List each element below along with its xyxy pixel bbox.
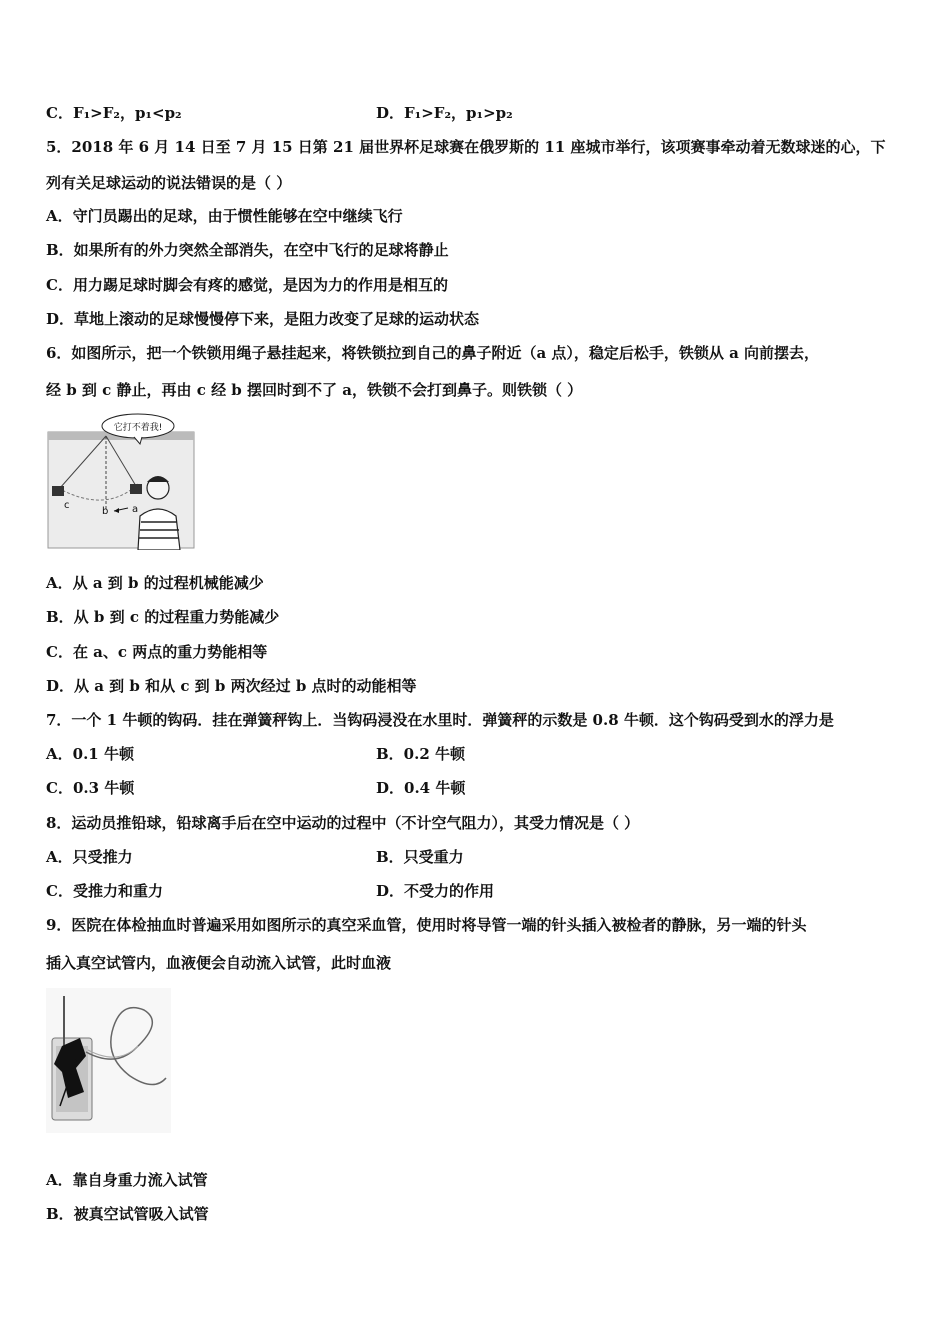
q6-label-b: b [102, 506, 109, 517]
q6-label-c: c [64, 500, 70, 511]
q8-option-c: C．受推力和重力 [46, 882, 163, 900]
q9-stem-line1: 9．医院在体检抽血时普遍采用如图所示的真空采血管，使用时将导管一端的针头插入被检者的静脉，另一端的针头 [46, 916, 807, 934]
q7-option-d: D．0.4 牛顿 [376, 779, 466, 797]
q7-option-b: B．0.2 牛顿 [376, 745, 465, 763]
q8-stem: 8．运动员推铅球，铅球离手后在空中运动的过程中（不计空气阻力），其受力情况是（ ） [46, 814, 640, 832]
q5-option-d: D．草地上滚动的足球慢慢停下来，是阻力改变了足球的运动状态 [46, 310, 480, 328]
q6-option-d: D．从 a 到 b 和从 c 到 b 两次经过 b 点时的动能相等 [46, 677, 417, 695]
q8-option-b: B．只受重力 [376, 848, 464, 866]
q5-stem-line2: 列有关足球运动的说法错误的是（ ） [46, 174, 292, 192]
q6-option-b: B．从 b 到 c 的过程重力势能减少 [46, 608, 280, 626]
q5-option-b: B．如果所有的外力突然全部消失，在空中飞行的足球将静止 [46, 241, 449, 259]
q8-option-d: D．不受力的作用 [376, 882, 495, 900]
q5-stem-line1: 5．2018 年 6 月 14 日至 7 月 15 日第 21 届世界杯足球赛在俄罗斯的 11 座城市举行，该项赛事牵动着无数球迷的心，下 [46, 138, 886, 156]
q6-stem-line2: 经 b 到 c 静止，再由 c 经 b 摆回时到不了 a，铁锁不会打到鼻子。则铁锁（ ） [46, 381, 583, 399]
q6-label-a: a [132, 504, 139, 515]
q9-stem-line2: 插入真空试管内，血液便会自动流入试管，此时血液 [46, 954, 392, 972]
q4-option-c: C．F₁>F₂，p₁<p₂ [46, 104, 182, 122]
q7-stem: 7．一个 1 牛顿的钩码．挂在弹簧秤钩上．当钩码浸没在水里时．弹簧秤的示数是 0.8 牛顿．这个钩码受到水的浮力是 [46, 711, 834, 729]
q9-option-b: B．被真空试管吸入试管 [46, 1205, 209, 1223]
q6-stem-line1: 6．如图所示，把一个铁锁用绳子悬挂起来，将铁锁拉到自己的鼻子附近（a 点），稳定后松手，铁锁从 a 向前摆去， [46, 344, 820, 362]
q6-option-c: C．在 a、c 两点的重力势能相等 [46, 643, 268, 661]
q6-option-a: A．从 a 到 b 的过程机械能减少 [46, 574, 264, 592]
q6-pendulum-figure [46, 410, 196, 550]
q5-option-a: A．守门员踢出的足球，由于惯性能够在空中继续飞行 [46, 207, 403, 225]
q4-option-d: D．F₁>F₂，p₁>p₂ [376, 104, 513, 122]
q7-option-a: A．0.1 牛顿 [46, 745, 134, 763]
q9-option-a: A．靠自身重力流入试管 [46, 1171, 208, 1189]
q7-option-c: C．0.3 牛顿 [46, 779, 135, 797]
q5-option-c: C．用力踢足球时脚会有疼的感觉，是因为力的作用是相互的 [46, 276, 448, 294]
q8-option-a: A．只受推力 [46, 848, 133, 866]
q6-speech-text: 它打不着我! [113, 423, 163, 433]
q9-vacuum-tube-figure [46, 988, 171, 1133]
